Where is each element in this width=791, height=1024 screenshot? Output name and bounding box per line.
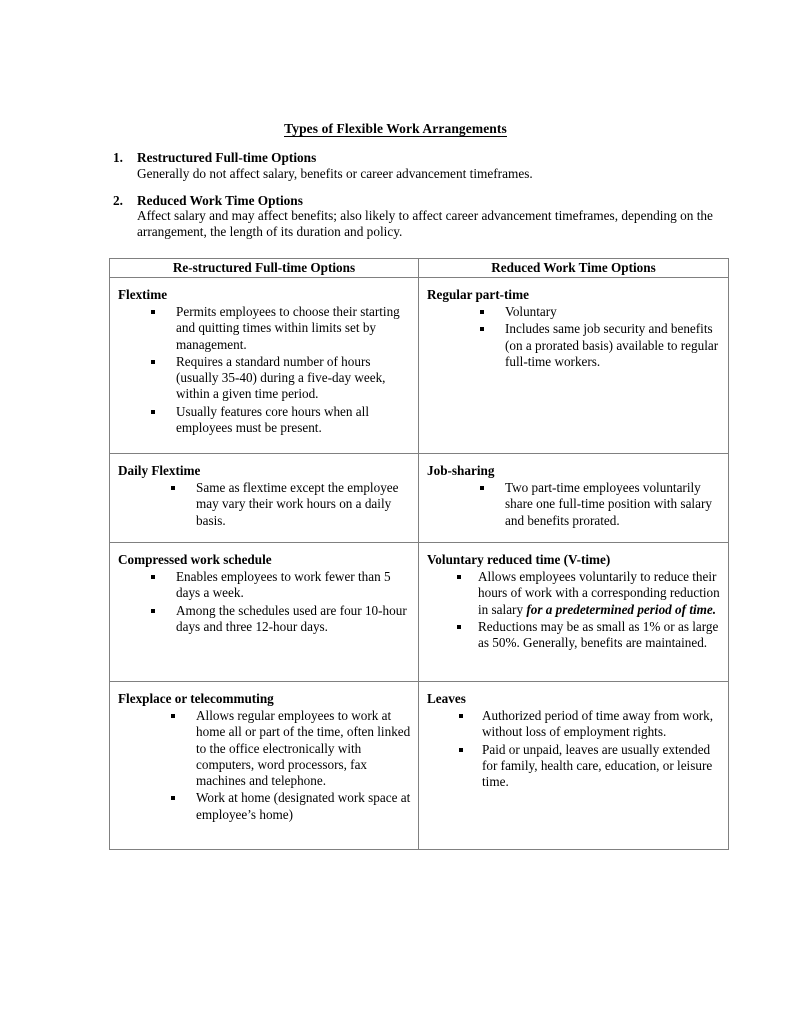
cell-compressed-work-schedule xyxy=(110,543,419,682)
flexible-work-arrangements-table xyxy=(109,258,729,850)
cell-flexplace-telecommuting xyxy=(110,682,419,850)
intro-item-2-heading: Reduced Work Time Options xyxy=(137,192,303,208)
list-item-text: Authorized period of time away from work, without loss of employment rights. xyxy=(482,708,714,740)
list-item-text: Includes same job security and benefits (on a prorated basis) available to regular full-time workers. xyxy=(505,321,719,369)
cell-title: Job-sharing xyxy=(427,463,495,478)
cell-title: Compressed work schedule xyxy=(118,552,272,567)
cell-title: Daily Flextime xyxy=(118,463,201,478)
intro-item-1-body: Generally do not affect salary, benefits or career advancement timeframes. xyxy=(137,165,533,181)
list-item xyxy=(118,304,412,353)
list-item xyxy=(427,742,722,791)
list-item xyxy=(427,480,722,529)
bullet-list xyxy=(118,569,412,635)
list-item xyxy=(118,708,412,789)
intro-item-2-body: Affect salary and may affect benefits; also likely to affect career advancement timeframes, depending on the arrangement, the length of its duration and policy. xyxy=(137,208,713,240)
bullet-square-icon xyxy=(171,714,175,718)
bullet-square-icon xyxy=(457,625,461,629)
table-row xyxy=(110,682,729,850)
list-item xyxy=(118,569,412,602)
intro-item-1-heading: Restructured Full-time Options xyxy=(137,150,317,165)
bullet-square-icon xyxy=(480,327,484,331)
intro-item-1-number: 1. xyxy=(113,150,123,165)
page-title-text: Types of Flexible Work Arrangements xyxy=(284,121,507,136)
list-item-text: Enables employees to work fewer than 5 days a week. xyxy=(176,569,391,601)
cell-job-sharing xyxy=(419,454,729,543)
list-item-text: Permits employees to choose their starting and quitting times within limits set by management. xyxy=(176,304,400,352)
list-item xyxy=(118,480,412,529)
list-item xyxy=(427,708,722,741)
intro-item-2 xyxy=(113,193,733,241)
list-item-text: Allows employees voluntarily to reduce their hours of work with a corresponding reduction in salary xyxy=(478,569,720,617)
bullet-square-icon xyxy=(171,486,175,490)
bullet-list xyxy=(427,708,722,790)
bullet-square-icon xyxy=(459,748,463,752)
table-header-row xyxy=(110,259,729,278)
bullet-list xyxy=(118,480,412,529)
cell-voluntary-reduced-time xyxy=(419,543,729,682)
cell-regular-part-time xyxy=(419,278,729,454)
bullet-square-icon xyxy=(480,310,484,314)
intro-item-1 xyxy=(113,150,733,182)
intro-numbered-list xyxy=(113,150,733,252)
list-item xyxy=(427,619,722,652)
bullet-square-icon xyxy=(459,714,463,718)
column-header-reduced: Reduced Work Time Options xyxy=(419,259,729,278)
list-item-text: Two part-time employees voluntarily share one full-time position with salary and benefits prorated. xyxy=(505,480,712,528)
bullet-square-icon xyxy=(457,575,461,579)
cell-flextime xyxy=(110,278,419,454)
table-row xyxy=(110,278,729,454)
cell-title: Flextime xyxy=(118,287,168,302)
list-item xyxy=(427,304,722,320)
table-row xyxy=(110,454,729,543)
table-row xyxy=(110,543,729,682)
list-item-text: Allows regular employees to work at home all or part of the time, often linked to the office electronically with computers, word processors, fax machines and telephone. xyxy=(196,708,411,789)
bullet-square-icon xyxy=(151,410,155,414)
list-item xyxy=(427,321,722,370)
bullet-list xyxy=(118,708,412,823)
list-item-text: Usually features core hours when all employees must be present. xyxy=(176,403,369,436)
intro-item-2-number: 2. xyxy=(113,192,123,208)
bullet-square-icon xyxy=(151,310,155,314)
page-title xyxy=(0,121,791,137)
bullet-square-icon xyxy=(151,609,155,613)
bullet-list xyxy=(427,480,722,529)
list-item xyxy=(118,404,412,437)
cell-title: Voluntary reduced time (V-time) xyxy=(427,552,611,567)
bullet-list xyxy=(118,304,412,436)
list-item xyxy=(118,354,412,403)
column-header-restructured: Re-structured Full-time Options xyxy=(110,259,419,278)
cell-daily-flextime xyxy=(110,454,419,543)
list-item xyxy=(118,790,412,823)
bullet-list xyxy=(427,304,722,370)
cell-title: Flexplace or telecommuting xyxy=(118,691,274,706)
list-item-text: Voluntary xyxy=(505,304,557,319)
bullet-list xyxy=(427,569,722,651)
bullet-square-icon xyxy=(151,575,155,579)
list-item-text: Paid or unpaid, leaves are usually extended for family, health care, education, or leisure time. xyxy=(482,741,713,790)
cell-title: Leaves xyxy=(427,691,466,706)
list-item-text: Among the schedules used are four 10-hour days and three 12-hour days. xyxy=(176,602,407,634)
list-item-text: Same as flextime except the employee may vary their work hours on a daily basis. xyxy=(196,480,399,528)
bullet-square-icon xyxy=(480,486,484,490)
cell-title: Regular part-time xyxy=(427,287,529,302)
bullet-square-icon xyxy=(171,796,175,800)
bullet-square-icon xyxy=(151,360,155,364)
list-item xyxy=(118,603,412,636)
list-item-text: Reductions may be as small as 1% or as large as 50%. Generally, benefits are maintained. xyxy=(478,618,719,651)
list-item xyxy=(427,569,722,618)
cell-leaves xyxy=(419,682,729,850)
list-item-emphasis: for a predetermined period of time. xyxy=(526,601,717,617)
list-item-text: Requires a standard number of hours (usually 35-40) during a five-day week, within a given time period. xyxy=(176,353,386,402)
list-item-text: Work at home (designated work space at employee’s home) xyxy=(196,790,411,822)
